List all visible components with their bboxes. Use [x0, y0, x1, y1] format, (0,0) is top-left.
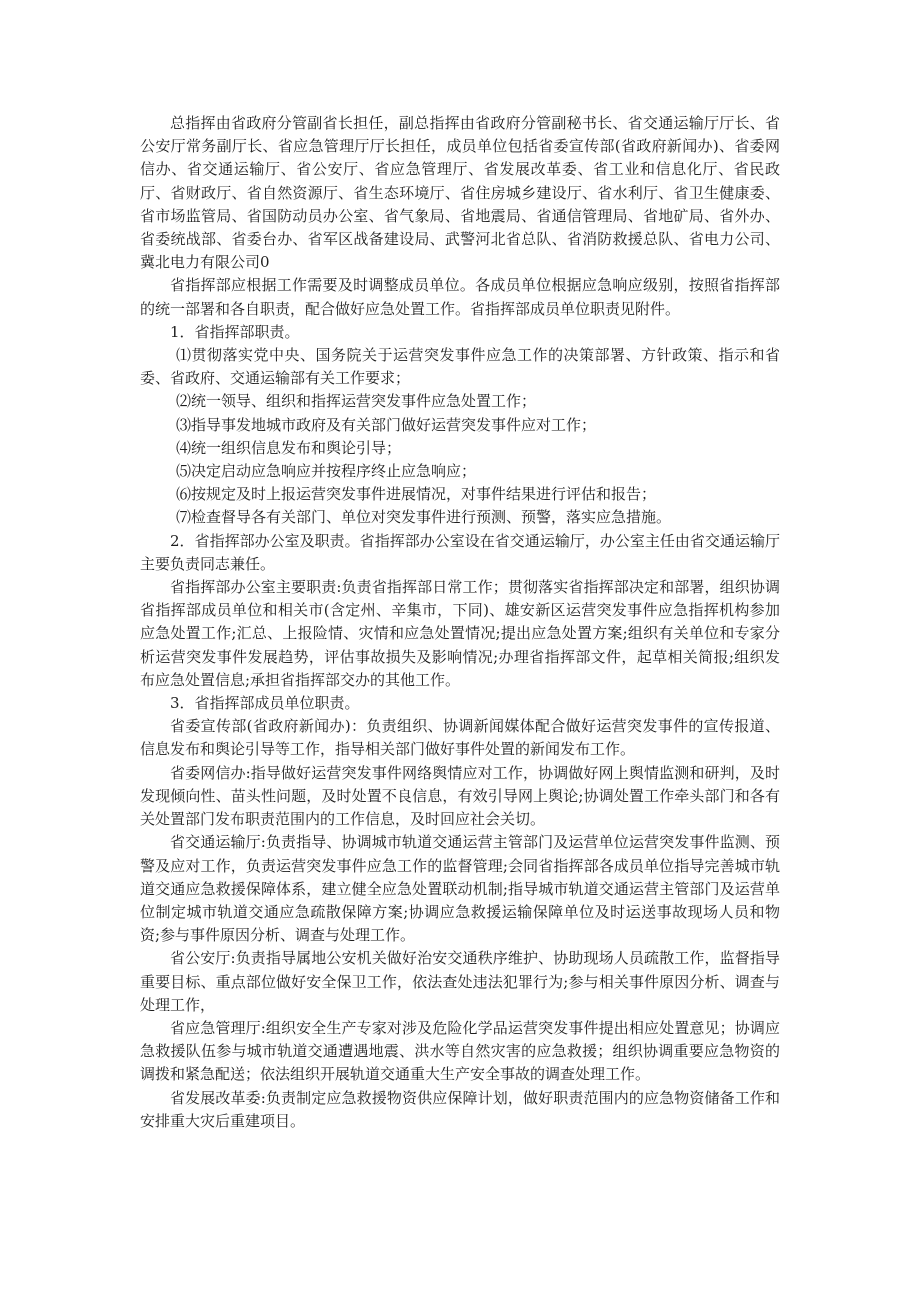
paragraph-command-composition: 总指挥由省政府分管副省长担任，副总指挥由省政府分管副秘书长、省交通运输厅厅长、省公安厅常务副厅长、省应急管理厅厅长担任，成员单位包括省委宣传部(省政府新闻办)、省委网信办、省交通运输厅、省公安厅、省应急管理厅、省发展改革委、省工业和信息化厅、省民政厅、省财政厅、省自然资源厅、省生态环境厅、省住房城乡建设厅、省水利厅、省卫生健康委、省市场监管局、省国防动员办公室、省气象局、省地震局、省通信管理局、省地矿局、省外办、省委统战部、省委台办、省军区战备建设局、武警河北省总队、省消防救援总队、省电力公司、冀北电力有限公司0 — [140, 114, 780, 272]
list-item-duty-5: ⑸决定启动应急响应并按程序终止应急响应； — [176, 462, 477, 481]
paragraph-transport-dept: 省交通运输厅:负责指导、协调城市轨道交通运营主管部门及运营单位运营突发事件监测、预警及应对工作，负责运营突发事件应急工作的监督管理;会同省指挥部各成员单位指导完善城市轨道交通应急救援保障体系，建立健全应急处置联动机制;指导城市轨道交通运营主管部门及运营单位制定城市轨道交通应急疏散保障方案;协调应急救援运输保障单位及时运送事故现场人员和物资;参与事件原因分析、调查与处理工作。 — [140, 833, 780, 945]
list-item-duty-2: ⑵统一领导、组织和指挥运营突发事件应急处置工作； — [176, 392, 537, 411]
paragraph-cyberspace-office: 省委网信办:指导做好运营突发事件网络舆情应对工作，协调做好网上舆情监测和研判，及时发现倾向性、苗头性问题，及时处置不良信息，有效引导网上舆论;协调处置工作牵头部门和各有关处置部门发布职责范围内的工作信息，及时回应社会关切。 — [140, 763, 780, 829]
list-item-duty-7: ⑺检查督导各有关部门、单位对突发事件进行预测、预警，落实应急措施。 — [176, 508, 672, 527]
list-item-duty-3: ⑶指导事发地城市政府及有关部门做好运营突发事件应对工作； — [176, 415, 597, 434]
list-item-duty-1: ⑴贯彻落实党中央、国务院关于运营突发事件应急工作的决策部署、方针政策、指示和省委、省政府、交通运输部有关工作要求； — [140, 346, 780, 388]
paragraph-development-reform: 省发展改革委:负责制定应急救援物资供应保障计划，做好职责范围内的应急物资储备工作和安排重大灾后重建项目。 — [140, 1088, 780, 1130]
list-item-duty-4: ⑷统一组织信息发布和舆论引导； — [176, 438, 402, 457]
paragraph-propaganda-dept: 省委宣传部(省政府新闻办)：负责组织、协调新闻媒体配合做好运营突发事件的宣传报道、信息发布和舆论引导等工作，指导相关部门做好事件处置的新闻发布工作。 — [140, 717, 780, 759]
list-item-duty-6: ⑹按规定及时上报运营突发事件进展情况，对事件结果进行评估和报告； — [176, 485, 657, 504]
paragraph-office-main-duties: 省指挥部办公室主要职责:负责省指挥部日常工作；贯彻落实省指挥部决定和部署，组织协调省指挥部成员单位和相关市(含定州、辛集市，下同)、雄安新区运营突发事件应急指挥机构参加应急处置工作;汇总、上报险情、灾情和应急处置情况;提出应急处置方案;组织有关单位和专家分析运营突发事件发展趋势，评估事故损失及影响情况;办理省指挥部文件，起草相关简报;组织发布应急处置信息;承担省指挥部交办的其他工作。 — [140, 578, 780, 689]
section-heading-office-duties: 2．省指挥部办公室及职责。省指挥部办公室设在省交通运输厅，办公室主任由省交通运输厅主要负责同志兼任。 — [140, 531, 780, 573]
section-heading-member-duties: 3．省指挥部成员单位职责。 — [170, 694, 360, 713]
paragraph-member-adjustment: 省指挥部应根据工作需要及时调整成员单位。各成员单位根据应急响应级别，按照省指挥部的统一部署和各自职责，配合做好应急处置工作。省指挥部成员单位职责见附件。 — [140, 276, 780, 318]
paragraph-public-security-dept: 省公安厅:负责指导属地公安机关做好治安交通秩序维护、协助现场人员疏散工作，监督指导重要目标、重点部位做好安全保卫工作，依法查处违法犯罪行为;参与相关事件原因分析、调查与处理工作， — [140, 949, 780, 1014]
section-heading-hq-duties: 1．省指挥部职责。 — [170, 322, 300, 341]
paragraph-emergency-mgmt-dept: 省应急管理厅:组织安全生产专家对涉及危险化学品运营突发事件提出相应处置意见；协调应急救援队伍参与城市轨道交通遭遇地震、洪水等自然灾害的应急救援；组织协调重要应急物资的调拨和紧急配送；依法组织开展轨道交通重大生产安全事故的调查处理工作。 — [140, 1018, 780, 1084]
document-page — [140, 112, 780, 1133]
